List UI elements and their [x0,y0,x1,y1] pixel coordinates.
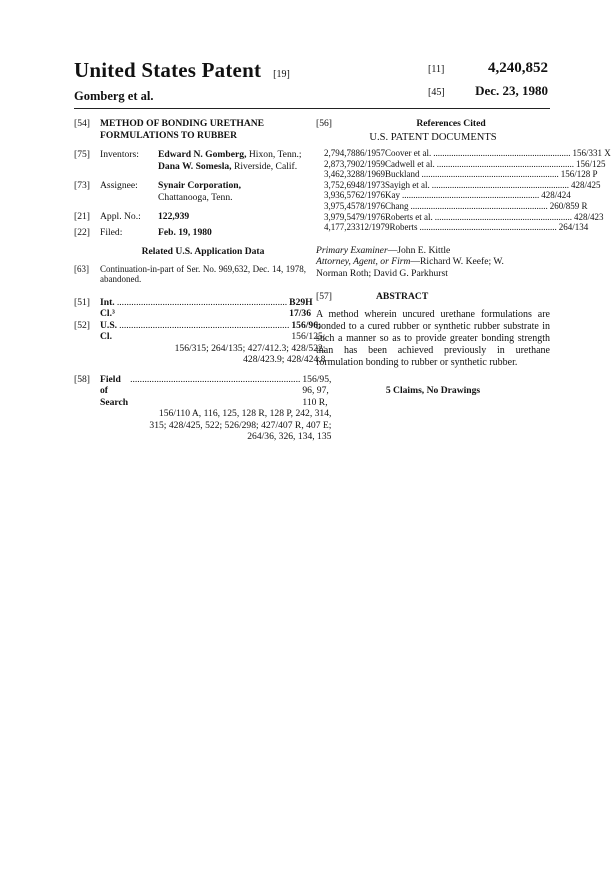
reference-number: 2,794,788 [324,148,360,158]
reference-class: 264/134 [558,222,589,233]
field-label: Inventors: [100,149,139,160]
field-code: [57] [316,291,332,303]
field-label: Assignee: [100,180,138,191]
reference-number: 3,975,457 [324,200,360,211]
reference-name: Sayigh et al. [385,179,430,190]
reference-class: 156/331 X [572,148,611,158]
reference-date: 6/1957 [360,148,386,158]
inventor-1: Edward N. Gomberg, Hixon, Tenn.; [158,149,302,160]
field-code: [73] [74,180,90,191]
field-code: [51] [74,296,90,308]
field-code: [58] [74,373,90,385]
dot-leader: ............................................................. [431,179,570,190]
dot-leader: ....................................................................... [130,373,301,385]
dot-leader: ............................................................. [402,190,540,201]
reference-row [324,158,606,170]
dot-leader: ....................................................................... [116,296,288,308]
search-line-1: 156/95, 96, 97, 110 R, [302,373,332,408]
reference-name: Coover et al. [385,148,432,158]
reference-row [324,148,611,159]
document-title: United States Patent [74,58,262,82]
reference-row [324,211,604,223]
field-code: [54] [74,118,90,129]
field-label: Appl. No.: [100,211,141,222]
reference-name: Chang [385,200,409,211]
reference-name: Roberts et al. [385,211,433,222]
reference-class: 260/859 R [549,200,588,211]
dot-leader: ............................................................. [434,211,573,222]
field-label: Int. Cl.³ [100,296,115,319]
header-left [74,58,290,104]
reference-date: 8/1973 [360,179,386,190]
inid-code-45: [45] [428,87,445,98]
inventor-2: Dana W. Somesla, Riverside, Calif. [158,160,298,172]
invention-title: METHOD OF BONDING URETHANE FORMULATIONS TO RUBBER [100,118,265,141]
continuation-field [74,264,306,285]
examiners [316,245,550,280]
dot-leader: ............................................................. [433,148,571,158]
reference-class: 428/424 [541,190,571,201]
reference-number: 3,752,694 [324,179,360,190]
filed-field [74,227,306,239]
reference-class: 156/125 [576,158,606,169]
search-line-4: 264/36, 326, 134, 135 [247,431,332,442]
field-label: Filed: [100,226,123,238]
assignee-field [74,180,306,203]
field-code: [63] [74,263,89,274]
reference-name: Roberts [389,222,418,233]
inventor-short: Gomberg et al. [74,89,154,103]
reference-row [324,200,588,212]
reference-row [324,179,601,191]
int-cl-field [74,296,313,320]
us-cl-first-line: 156/125; [291,331,326,342]
reference-name: Kay [385,190,401,201]
inid-code-19: [19] [273,69,290,80]
reference-date: 8/1969 [360,169,386,180]
abstract-text: A method wherein uncured urethane formulations are bonded to a cured rubber or synthetic rubber substrate in such a manner so as to provide greater bonding strength than has been achieved previously in urethane formulation bonding to rubber or synthetic rubber. [316,308,550,368]
dot-leader: ....................................................................... [119,319,290,331]
dot-leader: ............................................................. [421,169,559,180]
field-code: [75] [74,149,90,160]
references-table [324,148,611,233]
search-line-2: 156/110 A, 116, 125, 128 R, 128 P, 242, 314, [158,408,332,419]
reference-class: 156/128 P [560,169,598,180]
claims-summary: 5 Claims, No Drawings [385,384,481,396]
reference-class: 428/423 [574,211,604,222]
field-code: [22] [74,226,90,238]
field-code: [21] [74,211,90,222]
dot-leader: ............................................................. [436,158,574,169]
continuation-text: Continuation-in-part of Ser. No. 969,632, Dec. 14, 1978, abandoned. [100,263,306,284]
filed-value: Feb. 19, 1980 [158,226,212,238]
us-cl-field [74,319,326,366]
header-right [428,60,548,99]
patent-number: 4,240,852 [488,60,548,76]
attorney-agent: Attorney, Agent, or Firm—Richard W. Keefe; W. Norman Roth; David G. Parkhurst [316,256,504,279]
inid-code-11: [11] [428,64,445,75]
related-data-heading: Related U.S. Application Data [141,246,265,257]
reference-date: 2/1976 [360,190,386,201]
reference-class: 428/425 [571,179,601,190]
appl-no-field [74,211,306,223]
reference-name: Buckland [385,169,420,180]
patent-date: Dec. 23, 1980 [475,83,548,98]
field-label: Field of Search [100,373,129,408]
field-label: U.S. Cl. [100,319,118,342]
us-cl-primary: 156/96; [291,319,322,331]
reference-date: 8/1976 [360,200,386,211]
us-cl-line-2: 156/315; 264/135; 427/412.3; 428/522; [174,342,326,354]
primary-examiner: Primary Examiner—John E. Kittle [316,244,451,256]
references-heading-row [316,118,550,130]
dot-leader: ............................................................. [419,222,557,233]
reference-row [324,222,589,233]
us-patent-docs-heading: U.S. PATENT DOCUMENTS [369,131,497,143]
inventors-field [74,149,306,172]
field-of-search [74,373,332,443]
right-column [316,118,611,396]
header-rule [74,108,550,109]
reference-number: 3,936,576 [324,190,360,201]
field-code: [52] [74,319,90,331]
abstract-heading-row [316,291,550,303]
field-code: [56] [316,118,332,129]
reference-row [324,190,571,201]
search-line-3: 315; 428/425, 522; 526/298; 427/407 R, 407 E; [149,419,332,431]
reference-date: 2/1959 [360,158,386,169]
reference-row [324,169,598,180]
reference-name: Cadwell et al. [385,158,435,169]
reference-number: 3,979,547 [324,211,360,222]
assignee-name: Synair Corporation, [158,180,241,191]
reference-number: 4,177,233 [324,222,360,233]
reference-number: 3,462,328 [324,169,360,180]
int-cl-value: B29H 17/36 [289,296,313,319]
appl-no-value: 122,939 [158,211,190,222]
references-title: References Cited [416,118,486,129]
reference-date: 12/1979 [360,222,390,233]
assignee-place: Chattanooga, Tenn. [158,191,233,203]
us-cl-line-3: 428/423.9; 428/424.8 [243,354,326,365]
title-field [74,118,306,141]
reference-date: 9/1976 [360,211,386,222]
abstract-title: ABSTRACT [376,291,429,303]
reference-number: 2,873,790 [324,158,360,169]
dot-leader: ............................................................. [410,200,548,211]
